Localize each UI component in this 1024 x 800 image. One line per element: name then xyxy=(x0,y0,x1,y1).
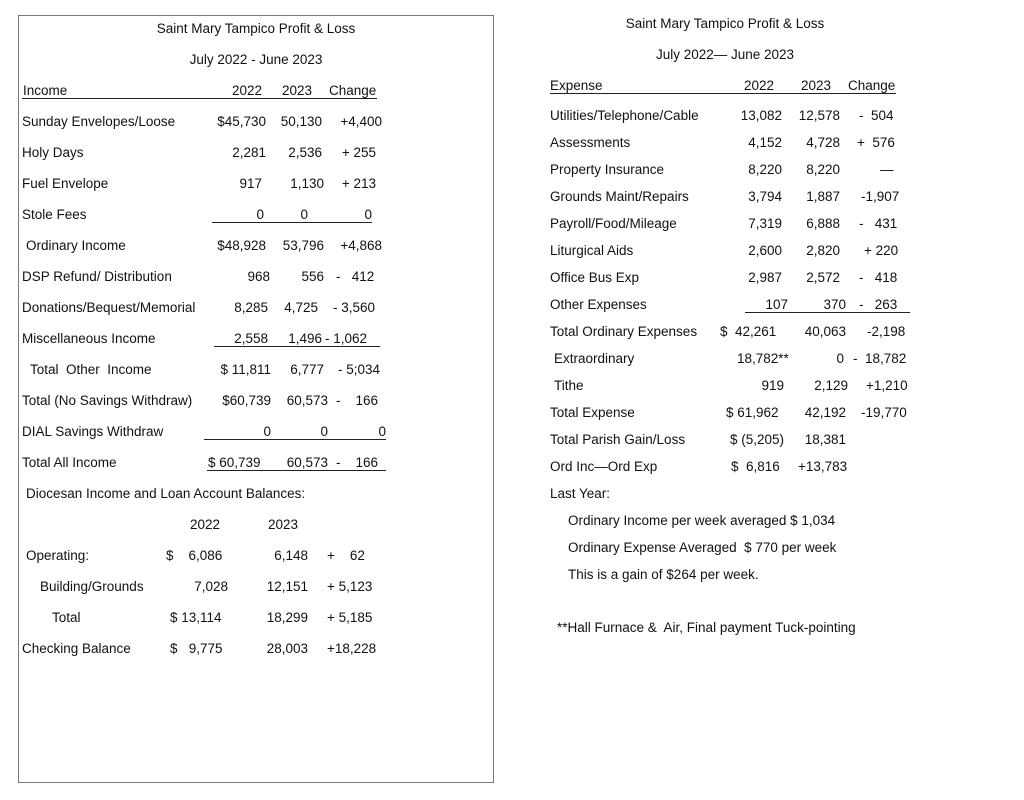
other-expenses-rule xyxy=(745,312,910,313)
diocesan-row-2022: $ 6,086 xyxy=(166,548,223,563)
expense-row-2022: 919 xyxy=(761,378,784,393)
expense-row-change: + 576 xyxy=(857,135,895,150)
income-row-2022: $48,928 xyxy=(217,238,266,253)
expense-row-2023: 8,220 xyxy=(806,162,840,177)
income-row-label: Sunday Envelopes/Loose xyxy=(22,114,176,129)
income-title: Saint Mary Tampico Profit & Loss xyxy=(156,21,356,36)
last-year-label: Last Year: xyxy=(550,486,611,501)
diocesan-row-label: Total xyxy=(52,610,81,625)
expense-row-change: - 431 xyxy=(859,216,898,231)
diocesan-row-2022: 7,028 xyxy=(194,579,228,594)
income-header-2023: 2023 xyxy=(282,83,313,98)
expense-row-label: Total Expense xyxy=(550,405,635,420)
expense-row-2022: 4,152 xyxy=(748,135,782,150)
expense-row-label: Property Insurance xyxy=(550,162,665,177)
expense-row-change: - 18,782 xyxy=(853,351,907,366)
misc-income-rule xyxy=(214,346,380,347)
income-row-2022: 917 xyxy=(239,176,262,191)
expense-row-label: Tithe xyxy=(554,378,584,393)
expense-row-2022: 107 xyxy=(765,297,788,312)
income-row-2022: $60,739 xyxy=(222,393,271,408)
income-row-2023: 6,777 xyxy=(290,362,324,377)
expense-row-2022: $ 6,816 xyxy=(731,459,780,474)
expense-row-2022: 13,082 xyxy=(740,108,782,123)
expense-row-2023: 40,063 xyxy=(804,324,846,339)
diocesan-row-2022: $ 13,114 xyxy=(170,610,222,625)
expense-header-2023: 2023 xyxy=(801,78,832,93)
diocesan-row-change: +18,228 xyxy=(327,641,377,656)
expense-period: July 2022— June 2023 xyxy=(655,47,795,62)
expense-row-label: Liturgical Aids xyxy=(550,243,634,258)
income-row-label: Total Other Income xyxy=(30,362,152,377)
income-row-label: Holy Days xyxy=(22,145,84,160)
expense-row-change: - 263 xyxy=(859,297,898,312)
income-row-label: DSP Refund/ Distribution xyxy=(22,269,172,284)
income-row-2023: 60,573 xyxy=(286,455,328,470)
expense-header-change: Change xyxy=(848,78,896,93)
expense-row-2023: 370 xyxy=(823,297,846,312)
income-row-2023: 0 xyxy=(300,207,308,222)
dial-savings-rule xyxy=(204,439,386,440)
expense-row-label: Other Expenses xyxy=(550,297,647,312)
expense-row-label: Utilities/Telephone/Cable xyxy=(550,108,699,123)
expense-row-2023: 4,728 xyxy=(806,135,840,150)
expense-row-change: -1,907 xyxy=(861,189,900,204)
diocesan-row-label: Operating: xyxy=(26,548,90,563)
expense-row-label: Total Parish Gain/Loss xyxy=(550,432,686,447)
expense-row-change: -2,198 xyxy=(867,324,906,339)
expense-row-label: Assessments xyxy=(550,135,631,150)
expense-row-change: +1,210 xyxy=(866,378,908,393)
expense-row-label: Payroll/Food/Mileage xyxy=(550,216,677,231)
income-row-2023: 50,130 xyxy=(280,114,322,129)
expense-row-change: -19,770 xyxy=(861,405,907,420)
income-row-change: - 5;034 xyxy=(338,362,381,377)
diocesan-row-2023: 12,151 xyxy=(266,579,308,594)
income-row-2023: 556 xyxy=(301,269,324,284)
income-row-2022: $45,730 xyxy=(217,114,266,129)
diocesan-row-change: + 5,185 xyxy=(327,610,373,625)
expense-row-2023: 6,888 xyxy=(806,216,840,231)
expense-row-2023: 2,129 xyxy=(814,378,848,393)
income-row-2023: 0 xyxy=(320,424,328,439)
income-row-2022: 8,285 xyxy=(234,300,268,315)
diocesan-row-change: + 62 xyxy=(327,548,365,563)
diocesan-row-label: Checking Balance xyxy=(22,641,131,656)
income-row-label: Stole Fees xyxy=(22,207,87,222)
income-row-label: Total (No Savings Withdraw) xyxy=(22,393,193,408)
income-row-change: +4,868 xyxy=(340,238,382,253)
note-expense-per-week: Ordinary Expense Averaged $ 770 per week xyxy=(568,540,837,555)
income-row-2022: $ 60,739 xyxy=(208,455,261,470)
income-row-2023: 60,573 xyxy=(286,393,328,408)
income-row-2023: 1,130 xyxy=(290,176,324,191)
expense-row-2022: 2,600 xyxy=(748,243,782,258)
diocesan-header-2023: 2023 xyxy=(268,517,299,532)
expense-row-change: + 220 xyxy=(864,243,899,258)
income-row-2022: 2,281 xyxy=(232,145,266,160)
income-row-label: Fuel Envelope xyxy=(22,176,109,191)
income-header-2022: 2022 xyxy=(232,83,263,98)
expense-row-2023: 1,887 xyxy=(806,189,840,204)
expense-row-2023: 0 xyxy=(836,351,844,366)
expense-row-label: Office Bus Exp xyxy=(550,270,640,285)
diocesan-row-change: + 5,123 xyxy=(327,579,373,594)
diocesan-row-2022: $ 9,775 xyxy=(170,641,223,656)
expense-row-label: Total Ordinary Expenses xyxy=(550,324,698,339)
expense-row-2023: 42,192 xyxy=(804,405,846,420)
income-row-label: Donations/Bequest/Memorial xyxy=(22,300,196,315)
income-row-change: - 3,560 xyxy=(333,300,376,315)
diocesan-title: Diocesan Income and Loan Account Balances: xyxy=(26,486,306,501)
expense-row-change: - 504 xyxy=(859,108,894,123)
expense-title: Saint Mary Tampico Profit & Loss xyxy=(625,16,825,31)
diocesan-row-2023: 6,148 xyxy=(274,548,308,563)
income-row-2023: 2,536 xyxy=(288,145,322,160)
expense-row-2023: 2,572 xyxy=(806,270,840,285)
income-row-label: Ordinary Income xyxy=(26,238,126,253)
expense-row-2023: 12,578 xyxy=(798,108,840,123)
expense-row-2022: $ 61,962 xyxy=(726,405,779,420)
income-row-2022: 968 xyxy=(247,269,270,284)
expense-row-2022: $ 42,261 xyxy=(720,324,777,339)
diocesan-row-2023: 18,299 xyxy=(266,610,308,625)
expense-row-change: — xyxy=(880,162,894,177)
income-header-rule xyxy=(22,98,377,99)
income-row-change: - 412 xyxy=(336,269,375,284)
expense-row-2022: 8,220 xyxy=(748,162,782,177)
expense-row-2022: 3,794 xyxy=(748,189,782,204)
expense-row-2022: 18,782** xyxy=(737,351,789,366)
expense-row-label: Grounds Maint/Repairs xyxy=(550,189,689,204)
expense-row-change: - 418 xyxy=(859,270,898,285)
expense-row-2022: 7,319 xyxy=(748,216,782,231)
income-row-change: 0 xyxy=(378,424,386,439)
income-row-label: DIAL Savings Withdraw xyxy=(22,424,164,439)
income-row-2022: 0 xyxy=(263,424,271,439)
expense-row-2023: +13,783 xyxy=(798,459,848,474)
diocesan-header-2022: 2022 xyxy=(190,517,221,532)
income-period: July 2022 - June 2023 xyxy=(189,52,323,67)
income-row-2023: 1,496 xyxy=(288,331,322,346)
income-row-2022: 0 xyxy=(256,207,264,222)
total-income-rule xyxy=(207,470,386,471)
income-row-2022: $ 11,811 xyxy=(220,362,271,377)
expense-header-rule xyxy=(550,93,896,94)
footnote: **Hall Furnace & Air, Final payment Tuck-pointing xyxy=(557,620,856,635)
income-row-change: - 166 xyxy=(336,455,379,470)
income-header-label: Income xyxy=(23,83,68,98)
income-header-change: Change xyxy=(329,83,377,98)
expense-header-label: Expense xyxy=(550,78,603,93)
income-row-2022: 2,558 xyxy=(234,331,268,346)
diocesan-row-2023: 28,003 xyxy=(266,641,308,656)
note-income-per-week: Ordinary Income per week averaged $ 1,034 xyxy=(568,513,836,528)
expense-row-label: Ord Inc—Ord Exp xyxy=(550,459,658,474)
income-row-change: +4,400 xyxy=(340,114,382,129)
stole-fees-rule xyxy=(212,222,372,223)
expense-row-2023: 18,381 xyxy=(804,432,846,447)
note-gain-per-week: This is a gain of $264 per week. xyxy=(568,567,759,582)
income-row-change: 0 xyxy=(364,207,372,222)
expense-row-label: Extraordinary xyxy=(554,351,635,366)
expense-header-2022: 2022 xyxy=(744,78,775,93)
expense-row-2023: 2,820 xyxy=(806,243,840,258)
income-row-change: - 1,062 xyxy=(325,331,368,346)
income-row-change: + 213 xyxy=(341,176,376,191)
income-row-2023: 53,796 xyxy=(282,238,324,253)
income-row-label: Total All Income xyxy=(22,455,117,470)
income-row-label: Miscellaneous Income xyxy=(22,331,156,346)
expense-row-2022: 2,987 xyxy=(748,270,782,285)
diocesan-row-label: Building/Grounds xyxy=(40,579,144,594)
income-row-change: - 166 xyxy=(336,393,379,408)
income-row-2023: 4,725 xyxy=(284,300,318,315)
income-row-change: + 255 xyxy=(341,145,376,160)
expense-row-2022: $ (5,205) xyxy=(730,432,785,447)
